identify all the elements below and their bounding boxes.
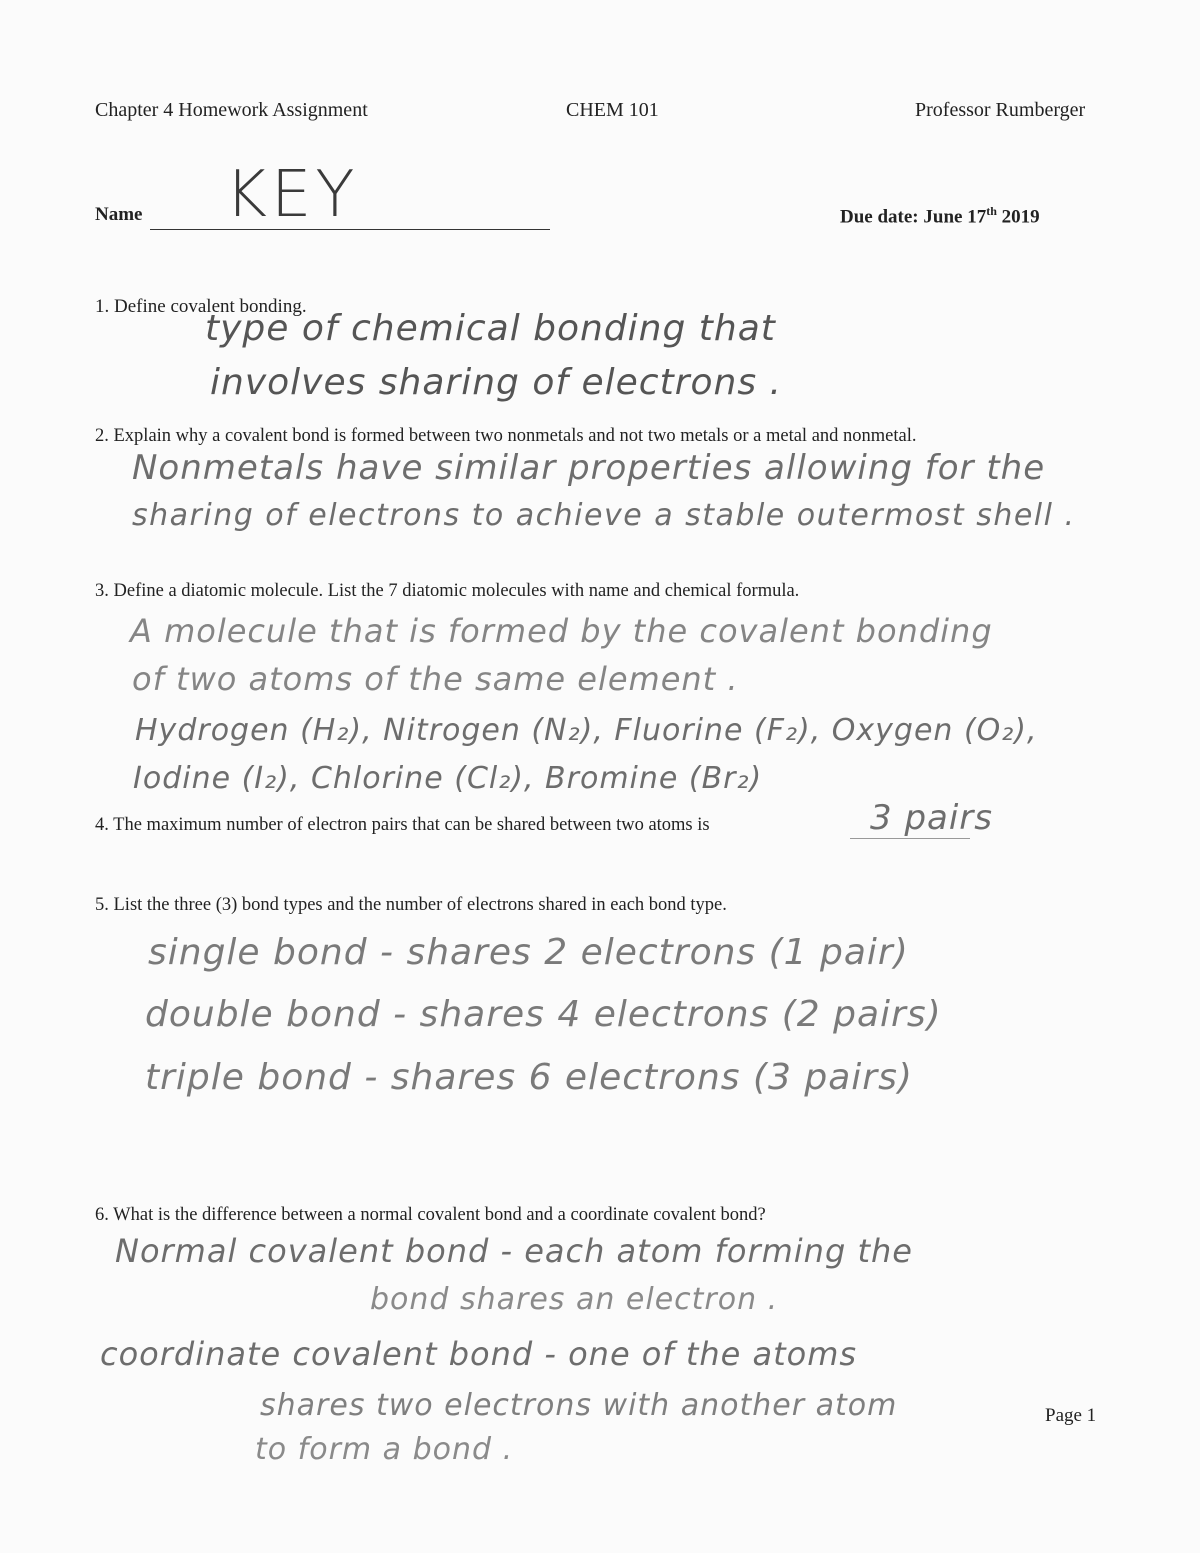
question-6-answer-line-3: coordinate covalent bond - one of the atoms xyxy=(100,1335,858,1373)
question-1-answer-line-2: involves sharing of electrons . xyxy=(210,362,782,403)
question-3-answer-line-4: Iodine (I₂), Chlorine (Cl₂), Bromine (Br₂) xyxy=(133,761,763,796)
question-2-answer-line-1: Nonmetals have similar properties allowing for the xyxy=(132,448,1046,488)
question-4-prompt: 4. The maximum number of electron pairs that can be shared between two atoms is xyxy=(95,815,710,835)
question-1-answer-line-1: type of chemical bonding that xyxy=(205,308,776,349)
question-4-blank xyxy=(850,838,970,839)
question-6-answer-line-4: shares two electrons with another atom xyxy=(260,1388,898,1423)
question-5-answer-line-1: single bond - shares 2 electrons (1 pair) xyxy=(148,932,909,973)
question-3-answer-line-1: A molecule that is formed by the covalent bonding xyxy=(130,612,993,650)
due-date-text: Due date: June 17 xyxy=(840,206,987,228)
page-number: Page 1 xyxy=(1045,1405,1097,1426)
question-3-answer-line-3: Hydrogen (H₂), Nitrogen (N₂), Fluorine (F₂), Oxygen (O₂), xyxy=(135,713,1038,748)
assignment-title: Chapter 4 Homework Assignment xyxy=(95,99,368,121)
question-6-prompt: 6. What is the difference between a normal covalent bond and a coordinate covalent bond? xyxy=(95,1205,766,1225)
question-6-answer-line-1: Normal covalent bond - each atom forming the xyxy=(115,1232,913,1270)
question-2-prompt: 2. Explain why a covalent bond is formed between two nonmetals and not two metals or a metal and nonmetal. xyxy=(95,426,917,446)
question-6-answer-line-2: bond shares an electron . xyxy=(370,1282,779,1317)
name-label: Name xyxy=(95,204,143,225)
name-value: KEY xyxy=(225,158,359,232)
question-5-answer-line-3: triple bond - shares 6 electrons (3 pairs) xyxy=(145,1057,913,1098)
due-date-suffix: th xyxy=(986,204,997,218)
question-3-answer-line-2: of two atoms of the same element . xyxy=(132,660,739,698)
question-6-answer-line-5: to form a bond . xyxy=(255,1432,514,1467)
due-date-year: 2019 xyxy=(996,206,1040,228)
question-1-prompt: 1. Define covalent bonding. xyxy=(95,296,307,317)
question-5-prompt: 5. List the three (3) bond types and the number of electrons shared in each bond type. xyxy=(95,895,727,915)
question-3-prompt: 3. Define a diatomic molecule. List the 7 diatomic molecules with name and chemical formula. xyxy=(95,581,800,601)
course-code: CHEM 101 xyxy=(566,99,659,121)
professor-name: Professor Rumberger xyxy=(915,99,1086,121)
due-date xyxy=(840,204,1040,228)
question-2-answer-line-2: sharing of electrons to achieve a stable outermost shell . xyxy=(132,498,1076,533)
question-5-answer-line-2: double bond - shares 4 electrons (2 pairs) xyxy=(145,994,942,1035)
question-4-answer: 3 pairs xyxy=(870,798,993,838)
